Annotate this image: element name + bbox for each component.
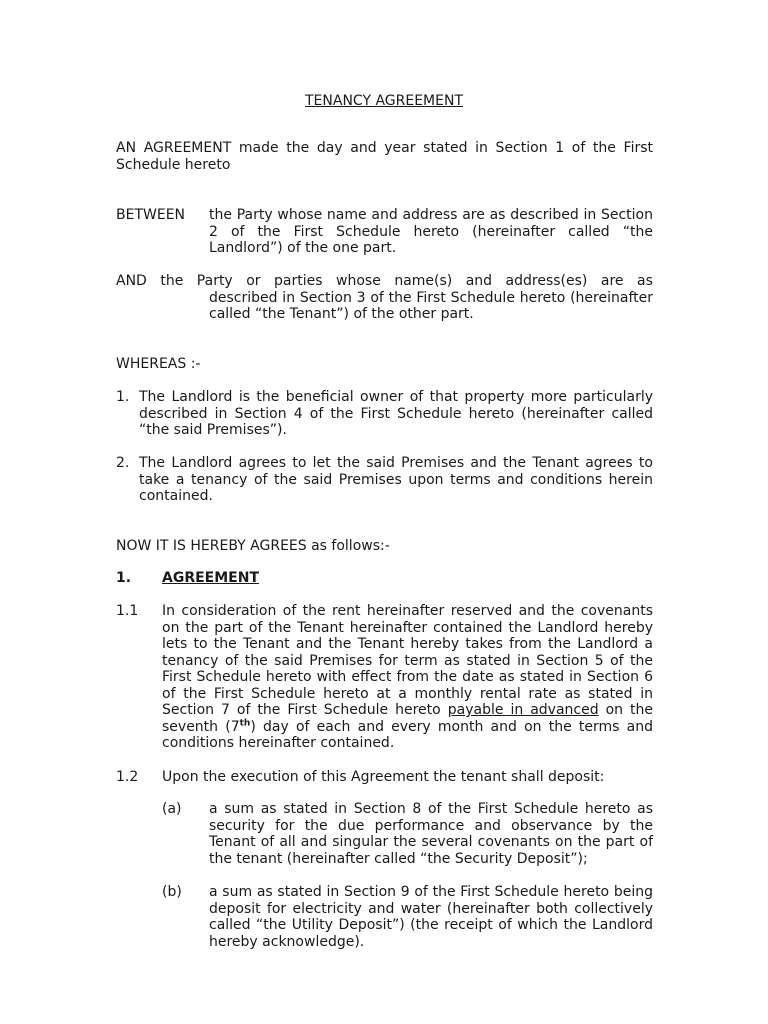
whereas-item-text: The Landlord is the beneficial owner of that property more particularly described in Section 4 of the First Schedule hereto (hereinafter called “the said Premises”). bbox=[139, 389, 653, 438]
section-title: AGREEMENT bbox=[162, 570, 259, 586]
and-word: parties bbox=[274, 273, 323, 289]
now-agrees-line: NOW IT IS HEREBY AGREES as follows:- bbox=[116, 538, 390, 554]
and-clause bbox=[116, 273, 653, 323]
whereas-item-text: The Landlord agrees to let the said Premises and the Tenant agrees to take a tenancy of the said Premises upon terms and conditions herein contained. bbox=[139, 455, 653, 504]
and-word: are bbox=[600, 273, 624, 289]
sub-clause-text: a sum as stated in Section 8 of the First Schedule hereto as security for the due performance and observance by the Tenant of all and singular the several covenants on the part of the tenant (hereinafter called “the Security Deposit”); bbox=[209, 801, 653, 867]
and-word: the bbox=[160, 273, 184, 289]
and-word: as bbox=[637, 273, 653, 289]
and-word: name(s) bbox=[394, 273, 453, 289]
whereas-heading: WHEREAS :- bbox=[116, 356, 201, 372]
intro-paragraph: AN AGREEMENT made the day and year stated in Section 1 of the First Schedule hereto bbox=[116, 140, 653, 173]
between-text: the Party whose name and address are as described in Section 2 of the First Schedule hereto (hereinafter called “the Landlord”) of the one part. bbox=[209, 207, 653, 256]
ordinal-suffix: th bbox=[239, 717, 251, 728]
and-word: AND bbox=[116, 273, 147, 289]
between-label: BETWEEN bbox=[116, 207, 186, 223]
sub-clause-label: (a) bbox=[162, 801, 182, 817]
clause-number: 1.2 bbox=[116, 769, 139, 785]
clause-text: In consideration of the rent hereinafter reserved and the covenants on the part of the Tenant hereinafter contained the Landlord hereby lets to the Tenant and the Tenant hereby takes from the Landlord a tenancy of the said Premises for term as stated in Section 5 of the First Schedule hereto with effect from the date as stated in Section 6 of the First Schedule hereto at a monthly rental rate as stated in Section 7 of the First Schedule hereto payable in advanced on the seventh (7th) day of each and every month and on the terms and conditions hereinafter contained. bbox=[162, 603, 654, 751]
and-word: whose bbox=[336, 273, 381, 289]
and-word: or bbox=[246, 273, 261, 289]
and-word: Party bbox=[196, 273, 233, 289]
clause-text: Upon the execution of this Agreement the tenant shall deposit: bbox=[162, 769, 605, 785]
and-first-line bbox=[116, 273, 653, 290]
clause-number: 1.1 bbox=[116, 603, 139, 619]
whereas-item-number: 1. bbox=[116, 389, 130, 405]
whereas-item-number: 2. bbox=[116, 455, 130, 471]
and-word: and bbox=[465, 273, 493, 289]
section-number: 1. bbox=[116, 570, 132, 586]
underlined-phrase: payable in advanced bbox=[447, 702, 599, 718]
and-clause-text: described in Section 3 of the First Schedule hereto (hereinafter called “the Tenant”) of the other part. bbox=[209, 289, 653, 322]
sub-clause-text: a sum as stated in Section 9 of the First Schedule hereto being deposit for electricity and water (hereinafter both collectively called “the Utility Deposit”) (the receipt of which the Landlord hereby acknowledge). bbox=[209, 884, 653, 950]
sub-clause-label: (b) bbox=[162, 884, 182, 900]
document-title: TENANCY AGREEMENT bbox=[305, 93, 463, 109]
and-word: address(es) bbox=[505, 273, 588, 289]
